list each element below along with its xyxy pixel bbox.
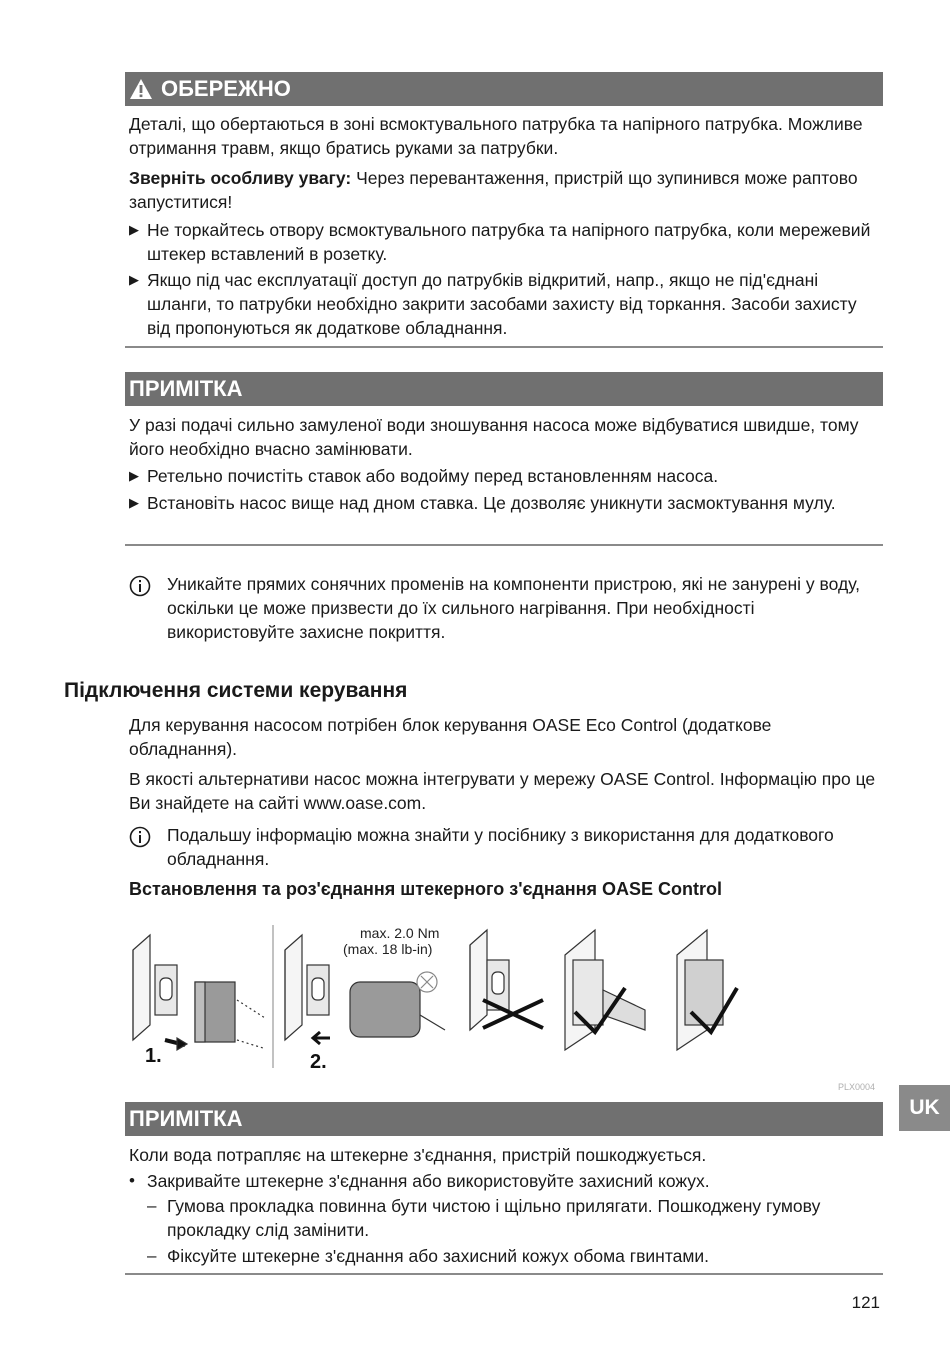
info-note (129, 572, 881, 644)
language-tab: UK (899, 1085, 950, 1131)
sub-heading: Встановлення та роз'єднання штекерного з'єднання OASE Control (129, 879, 722, 899)
dash-item-text: Гумова прокладка повинна бути чистою і щільно прилягати. Пошкоджену гумову прокладку слід замінити. (167, 1196, 821, 1240)
divider (125, 1273, 883, 1275)
note-text: Коли вода потрапляє на штекерне з'єднання, пристрій пошкоджується. (129, 1145, 707, 1165)
note-banner (125, 372, 883, 406)
wrong-example-illustration (470, 930, 543, 1030)
caution-attention-rest: Через перевантаження, пристрій що зупинився може раптово запуститися! (129, 168, 858, 212)
triangle-bullet-icon: ▶ (129, 468, 139, 483)
caution-title: ОБЕРЕЖНО (161, 76, 291, 101)
caution-attention (129, 166, 881, 214)
info-icon (129, 575, 151, 597)
triangle-bullet-icon: ▶ (129, 222, 139, 237)
section-info (129, 823, 881, 871)
caution-bullet-text: Не торкайтесь отвору всмоктувального патрубка та напірного патрубка, коли мережевий штекер вставлений в розетку. (147, 220, 871, 264)
dash-icon: – (147, 1196, 157, 1215)
note-text: У разі подачі сильно замуленої води зношування насоса може відбуватися швидше, тому його необхідно вчасно замінювати. (129, 415, 859, 459)
info-text: Подальшу інформацію можна знайти у посібнику з використання для додаткового обладнання. (167, 825, 834, 869)
caution-text: Деталі, що обертаються в зоні всмоктувального патрубка та напірного патрубка. Можливе отримання травм, якщо братись руками за патрубки. (129, 114, 863, 158)
step-1-illustration (133, 935, 265, 1050)
triangle-bullet-icon: ▶ (129, 272, 139, 287)
dash-icon: – (147, 1246, 157, 1265)
note-banner (125, 1102, 883, 1136)
section-paragraph-2: В якості альтернативи насос можна інтегрувати у мережу OASE Control. Інформацію про це Ви знайдете на сайті www.oase.com. (129, 769, 876, 813)
correct-example-1-illustration (565, 930, 645, 1050)
caution-attention-bold: Зверніть особливу увагу: (129, 168, 352, 188)
triangle-bullet-icon: ▶ (129, 495, 139, 510)
caution-bullet-text: Якщо під час експлуатації доступ до патрубків відкритий, напр., якщо не під'єднані шланги, то патрубки необхідно закрити засобами захисту від торкання. Засоби захисту від пропонуються як додаткове обладнання. (147, 270, 857, 338)
info-text: Уникайте прямих сонячних променів на компоненти пристрою, які не занурені у воду, оскільки це може призвести до їх сильного нагрівання. При необхідності використовуйте захисне покриття. (167, 574, 861, 642)
dash-item-1 (129, 1194, 881, 1242)
dash-item-2 (129, 1244, 881, 1268)
note-title: ПРИМІТКА (129, 1106, 243, 1131)
step-1-label: 1. (145, 1045, 162, 1067)
dash-item-text: Фіксуйте штекерне з'єднання або захисний кожух обома гвинтами. (167, 1246, 710, 1266)
section-heading: Підключення системи керування (64, 679, 408, 702)
caution-bullet-1 (129, 218, 881, 266)
dot-bullet (129, 1169, 881, 1193)
note-bullet-text: Встановіть насос вище над дном ставка. Це дозволяє уникнути засмоктування мулу. (147, 493, 836, 513)
caution-bullet-2 (129, 268, 881, 340)
page-number: 121 (851, 1293, 880, 1312)
caution-banner (125, 72, 883, 106)
divider (125, 346, 883, 348)
info-icon (129, 826, 151, 848)
dot-bullet-icon: • (129, 1171, 135, 1190)
note-bullet-1 (129, 464, 881, 488)
warning-icon (129, 78, 153, 100)
connector-illustration (125, 920, 745, 1075)
note-bullet-text: Ретельно почистіть ставок або водойму перед встановленням насоса. (147, 466, 719, 486)
dot-bullet-text: Закривайте штекерне з'єднання або використовуйте захисний кожух. (147, 1171, 710, 1191)
correct-example-2-illustration (677, 930, 737, 1050)
torque-label-1: max. 2.0 Nm (360, 925, 440, 941)
divider (125, 544, 883, 546)
note-title: ПРИМІТКА (129, 376, 243, 401)
figure-code: PLX0004 (838, 1082, 876, 1092)
step-2-label: 2. (310, 1051, 327, 1073)
torque-label-2: (max. 18 lb-in) (343, 941, 433, 957)
note-bullet-2 (129, 491, 881, 515)
section-paragraph-1: Для керування насосом потрібен блок керування OASE Eco Control (додаткове обладнання). (129, 715, 772, 759)
